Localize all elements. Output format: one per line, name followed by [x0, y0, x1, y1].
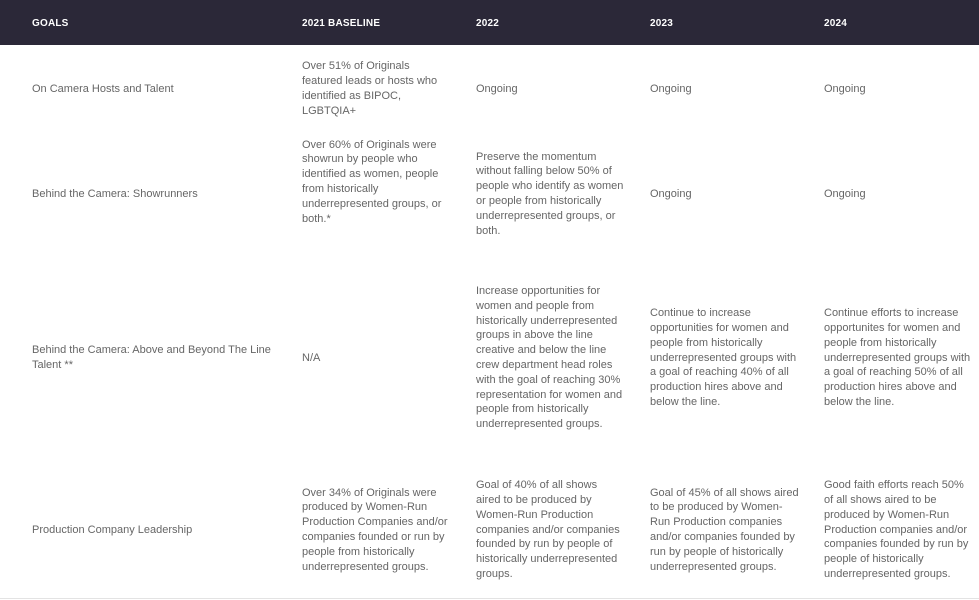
table-row	[0, 138, 979, 247]
year-2024-cell: Continue efforts to increase opportunites for women and people from historically underrepresented groups with a goal of reaching 50% of all production hires above and below the line.	[824, 307, 971, 408]
year-2024-cell: Ongoing	[824, 82, 866, 95]
baseline-cell: Over 51% of Originals featured leads or hosts who identified as BIPOC, LGBTQIA+	[302, 60, 438, 117]
year-2022-cell: Goal of 40% of all shows aired to be produced by Women-Run Production companies and/or companies founded by run by people of historically underrepresented groups.	[476, 479, 620, 580]
year-2023-cell: Ongoing	[650, 82, 692, 95]
baseline-cell: Over 60% of Originals were showrun by people who identified as women, people from historically underrepresented groups, or both.*	[302, 138, 442, 225]
goal-cell: Behind the Camera: Showrunners	[32, 187, 198, 200]
header-goals: GOALS	[32, 18, 69, 29]
table-row	[0, 470, 979, 590]
header-2024: 2024	[824, 18, 848, 29]
table-row	[0, 268, 979, 448]
goal-cell: On Camera Hosts and Talent	[32, 82, 174, 95]
table-bottom-divider	[0, 598, 979, 599]
year-2024-cell: Good faith efforts reach 50% of all shows aired to be produced by Women-Run Production companies and/or companies founded by run by people of historically underrepresented groups.	[824, 479, 969, 580]
header-2022: 2022	[476, 18, 500, 29]
baseline-cell: N/A	[302, 351, 321, 364]
year-2022-cell: Increase opportunities for women and people from historically underrepresented groups in above the line creative and below the line crew department head roles with the goal of reaching 30% representation for women and people from historically underrepresented groups.	[476, 285, 623, 431]
year-2023-cell: Continue to increase opportunities for women and people from historically underrepresented groups with a goal of reaching 40% of all production hires above and below the line.	[650, 307, 797, 408]
year-2022-cell: Ongoing	[476, 82, 518, 95]
year-2023-cell: Goal of 45% of all shows aired to be produced by Women-Run Production companies and/or companies founded by run by people of historically underrepresented groups.	[650, 486, 799, 573]
year-2024-cell: Ongoing	[824, 187, 866, 200]
table-header	[0, 0, 979, 45]
baseline-cell: Over 34% of Originals were produced by Women-Run Production Companies and/or companies founded or run by people from historically underrepresented groups.	[302, 486, 448, 573]
header-2021-baseline: 2021 BASELINE	[302, 18, 381, 29]
year-2022-cell: Preserve the momentum without falling below 50% of people who identify as women or people from historically underrepresented groups, or both.	[476, 150, 624, 237]
header-2023: 2023	[650, 18, 674, 29]
goal-cell: Behind the Camera: Above and Beyond The Line Talent **	[32, 344, 271, 371]
table-row	[0, 52, 979, 126]
year-2023-cell: Ongoing	[650, 187, 692, 200]
goal-cell: Production Company Leadership	[32, 523, 193, 536]
